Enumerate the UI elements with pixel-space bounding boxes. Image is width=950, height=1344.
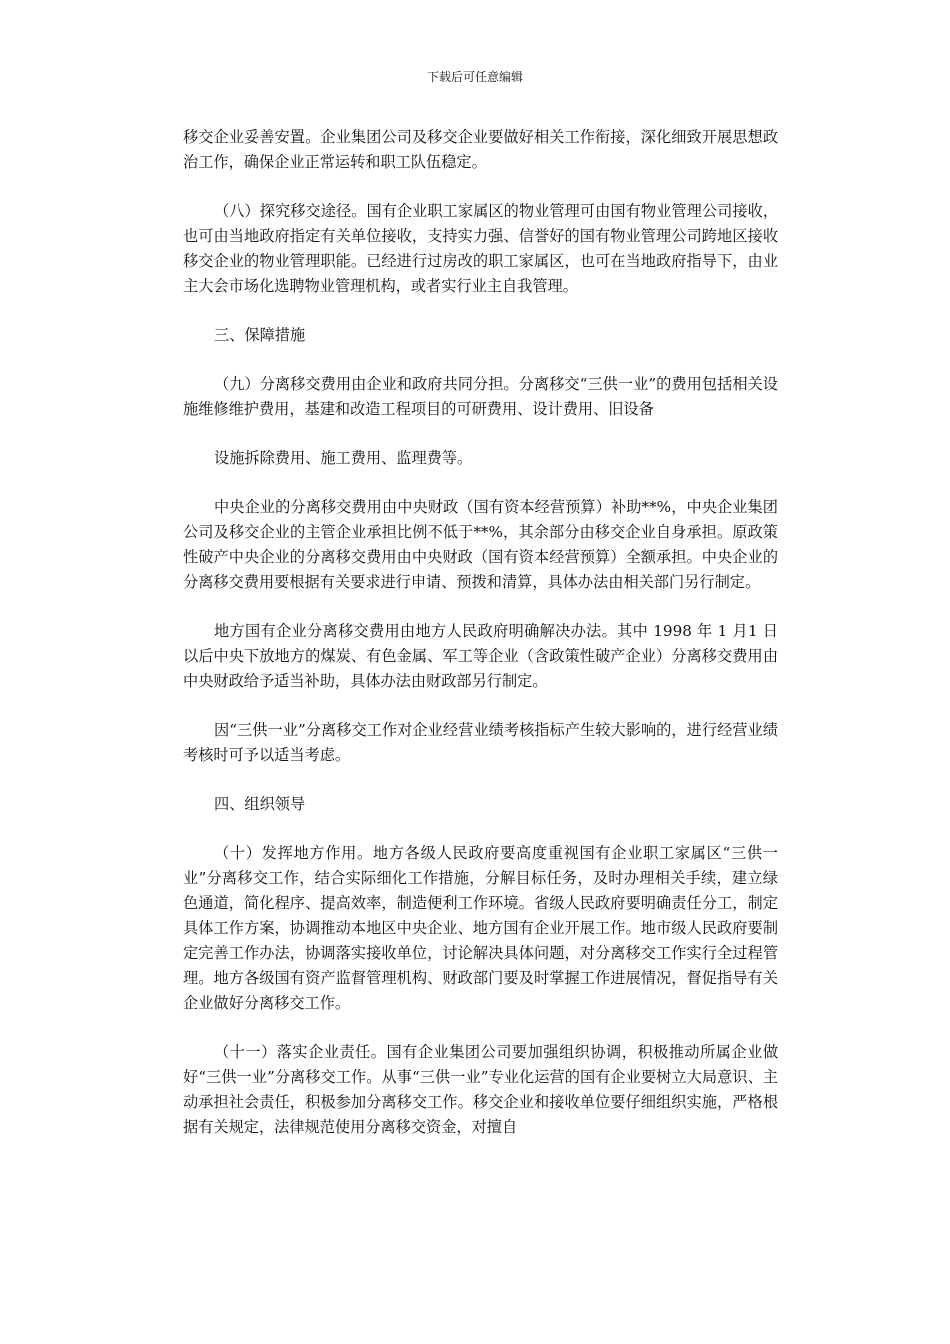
- paragraph: （十）发挥地方作用。地方各级人民政府要高度重视国有企业职工家属区“三供一业”分离移交工作，结合实际细化工作措施，分解目标任务，及时办理相关手续，建立绿色通道，简化程序、提高效率，制造便利工作环境。省级人民政府要明确责任分工，制定具体工作方案，协调推动本地区中央企业、地方国有企业开展工作。地市级人民政府要制定完善工作办法，协调落实接收单位，讨论解决具体问题，对分离移交工作实行全过程管理。地方各级国有资产监督管理机构、财政部门要及时掌握工作进展情况，督促指导有关企业做好分离移交工作。: [183, 844, 778, 1012]
- paragraph: 设施拆除费用、施工费用、监理费等。: [214, 449, 473, 467]
- paragraph: 因“三供一业”分离移交工作对企业经营业绩考核指标产生较大影响的，进行经营业绩考核时可予以适当考虑。: [183, 721, 778, 764]
- section-heading: 四、组织领导: [214, 795, 306, 813]
- paragraph: （十一）落实企业责任。国有企业集团公司要加强组织协调，积极推动所属企业做好“三供一业”分离移交工作。从事“三供一业”专业化运营的国有企业要树立大局意识、主动承担社会责任，积极参加分离移交工作。移交企业和接收单位要仔细组织实施，严格根据有关规定，法律规范使用分离移交资金，对擅自: [183, 1043, 778, 1136]
- page-header: 下载后可任意编辑: [426, 70, 523, 84]
- paragraph: 移交企业妥善安置。企业集团公司及移交企业要做好相关工作衔接，深化细致开展思想政治工作，确保企业正常运转和职工队伍稳定。: [183, 128, 778, 171]
- document-body: [183, 125, 778, 1140]
- section-heading: 三、保障措施: [214, 326, 306, 344]
- paragraph: 中央企业的分离移交费用由中央财政（国有资本经营预算）补助**%，中央企业集团公司及移交企业的主管企业承担比例不低于**%，其余部分由移交企业自身承担。原政策性破产中央企业的分离移交费用由中央财政（国有资本经营预算）全额承担。中央企业的分离移交费用要根据有关要求进行申请、预拨和清算，具体办法由相关部门另行制定。: [183, 498, 778, 591]
- paragraph: （八）探究移交途径。国有企业职工家属区的物业管理可由国有物业管理公司接收，也可由当地政府指定有关单位接收，支持实力强、信誉好的国有物业管理公司跨地区接收移交企业的物业管理职能。已经进行过房改的职工家属区，也可在当地政府指导下，由业主大会市场化选聘物业管理机构，或者实行业主自我管理。: [183, 202, 778, 295]
- paragraph: （九）分离移交费用由企业和政府共同分担。分离移交“三供一业”的费用包括相关设施维修维护费用，基建和改造工程项目的可研费用、设计费用、旧设备: [183, 375, 778, 418]
- paragraph: 地方国有企业分离移交费用由地方人民政府明确解决办法。其中 1998 年 1 月1 日以后中央下放地方的煤炭、有色金属、军工等企业（含政策性破产企业）分离移交费用由中央财政给予适当补助，具体办法由财政部另行制定。: [183, 622, 778, 690]
